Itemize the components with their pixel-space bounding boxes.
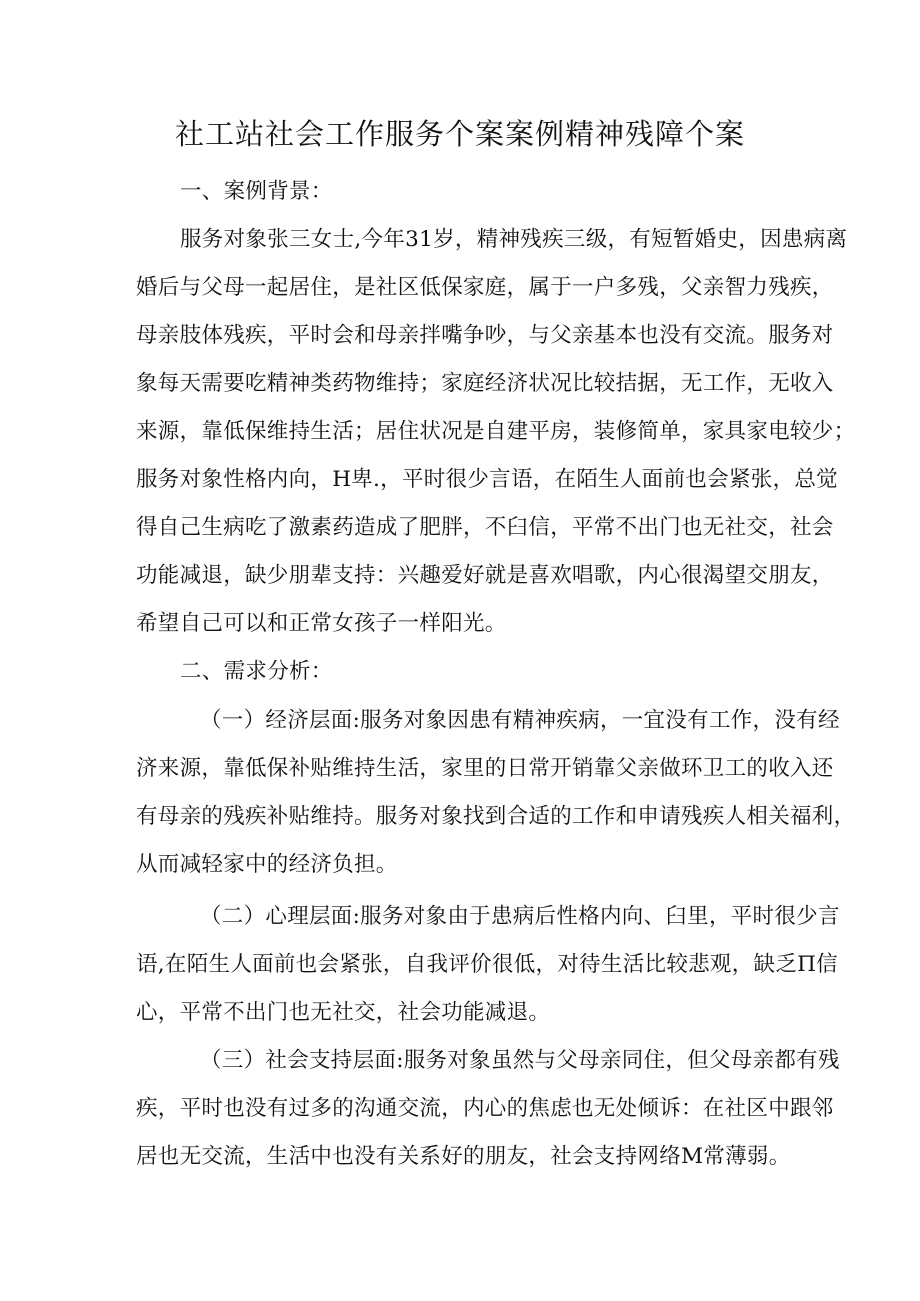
background-paragraph-line: 功能减退，缺少朋辈支持：兴趣爱好就是喜欢唱歌，内心很渴望交朋友， [136,563,834,588]
background-paragraph-line: 来源，靠低保维持生活；居住状况是自建平房，装修简单，家具家电较少； [136,419,856,444]
background-paragraph-line: 服务对象性格内向，H卑.，平时很少言语，在陌生人面前也会紧张，总觉 [136,467,838,492]
psychological-paragraph-line: 语,在陌生人面前也会紧张，自我评价很低，对待生活比较悲观，缺乏Π信 [136,952,838,977]
background-paragraph-line: 象每天需要吃精神类药物维持；家庭经济状况比较拮据，无工作，无收入 [136,371,834,396]
social-support-paragraph-line: （三）社会支持层面:服务对象虽然与父母亲同住，但父母亲都有残 [200,1048,840,1073]
section-heading-needs: 二、需求分析： [180,659,333,684]
economic-paragraph-line: 有母亲的残疾补贴维持。服务对象找到合适的工作和申请残疾人相关福利， [136,804,856,829]
economic-paragraph-line: 济来源，靠低保补贴维持生活，家里的日常开销靠父亲做环卫工的收入还 [136,756,834,781]
section-heading-background: 一、案例背景： [180,179,333,204]
background-paragraph-line: 得自己生病吃了激素药造成了肥胖，不臼信，平常不出门也无社交，社会 [136,515,834,540]
economic-paragraph-line: （一）经济层面:服务对象因患有精神疾病，一宜没有工作，没有经 [200,708,840,733]
social-support-paragraph-line: 居也无交流，生活中也没有关系好的朋友，社会支持网络M常薄弱。 [136,1144,791,1169]
background-paragraph-line: 母亲肢体残疾，平时会和母亲拌嘴争吵，与父亲基本也没有交流。服务对 [136,323,834,348]
psychological-paragraph-line: （二）心理层面:服务对象由于患病后性格内向、臼里，平时很少言 [200,904,840,929]
background-paragraph-line: 婚后与父母一起居住，是社区低保家庭，属于一户多残，父亲智力残疾， [136,275,834,300]
economic-paragraph-line: 从而减轻家中的经济负担。 [136,852,398,877]
psychological-paragraph-line: 心，平常不出门也无社交，社会功能减退。 [136,1000,551,1025]
background-paragraph-line: 服务对象张三女士,今年31岁，精神残疾三级，有短暂婚史，因患病离 [180,227,848,252]
document-title: 社工站社会工作服务个案案例精神残障个案 [174,117,745,151]
social-support-paragraph-line: 疾，平时也没有过多的沟通交流，内心的焦虑也无处倾诉：在社区中跟邻 [136,1096,834,1121]
background-paragraph-line: 希望自己可以和正常女孩子一样阳光。 [136,611,507,636]
